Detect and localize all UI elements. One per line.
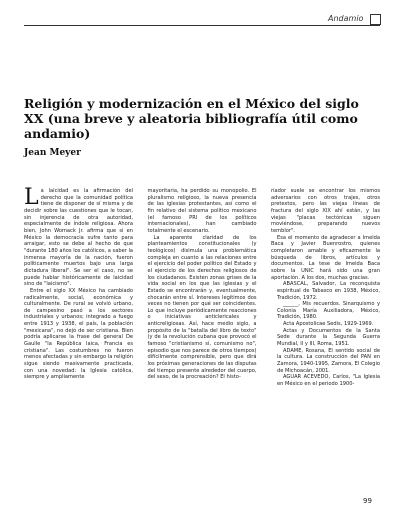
paragraph (24, 185, 133, 288)
bibliography-entry: ABASCAL, Salvador, La reconquista espiritual de Tabasco en 1938, México, Tradición, 1972. (277, 281, 380, 301)
body-columns (24, 185, 380, 388)
drop-cap: L (24, 185, 39, 210)
paragraph: riador suele se encontrar los mismos adversarios con otros trajes, otros pretextos, pero las viejas líneas de fractura del siglo XIX ahí están, y las viejas "placas tectónicas siguen moviéndose, preparando nuevos temblor". (271, 188, 380, 234)
paragraph-text: a laicidad es la afirmación del derecho que la comunidad política tiene de disponer de sí misma y de decidir sobre las cuestiones que le tocan, sin injerencia de otra autoridad, especialmente de índole religiosa. Ahora bien, John Womack Jr. afirma que si en México la democracia sufre tanto para arraigar, esto se debe al hecho de que "durante 180 años los católicos, a saber la inmensa mayoría de la nación, fueron políticamente muertos bajo una larga dictadura liberal". Se ser el caso, no se puede hablar históricamente de laicidad sino de "laicismo". (24, 188, 133, 288)
page-number: 99 (363, 497, 372, 505)
article-title: Religión y modernización en el México del siglo XX (una breve y aleatoria bibliografía útil como andamio) (24, 96, 359, 141)
bibliography-entry: ______, Mis recuerdos. Sinarquismo y Colonia María Auxiliadora, México, Tradición, 1980. (277, 301, 380, 321)
header-rule (24, 25, 380, 26)
paragraph: Esa el momento de agradecer a Imelda Baca y Javier Buenrostro, quienes completaron amable y eficazmente la búsqueda de libros, artículos y documentos. La tese de Imelda Baca sobre la UNIC hará sido una gran aportación. A los dos, muchas gracias. (271, 234, 380, 281)
column-3 (271, 188, 380, 388)
running-header-box (370, 14, 381, 25)
article-author: Jean Meyer (24, 148, 81, 158)
paragraph: Entre el siglo XX México ha cambiado radicalmente, social, económica y culturalmente. De rural se volvió urbano, de campesino pasó a los sectores industriales y urbanos; integrado a fuego entre 1913 y 1938, el país, la población "mexicana", no dejó de ser cristiana. Bien podría aplicarse la frase del general De Gaulle "la República laica, Francia es cristiana". Las costumbres no fueron menos afectadas y sin embargo la religión sigue siendo masivamente practicada, con una novedad: la Iglesia católica, siempre y ampliamente (24, 287, 133, 381)
bibliography-entry: Acta Apostolicae Sedis, 1929-1969. (283, 321, 374, 328)
bibliography-entry: ADAME, Rosana, El sentido social de la cultura. La construcción del PAN en Zamora, 1940-1995, Zamora, El Colegio de Michoacán, 2001. (277, 347, 380, 374)
paragraph: La aparente claridad de los planteamientos constitucionales (y teológicos) disimula una problemática compleja en cuanto a las relaciones entre el ejercicio del poder político del Estado y el ejercicio de los derechos religiosos de los ciudadanos. Existen zonas grises de la vida social en los que las iglesias y el Estado se encontrarán y, eventualmente, chocarán entre sí. Intereses legítimos dos veces no tienen por qué ser coincidentes. Lo que incluye periódicamente reacciones o iniciativas anticlericales y anticreligiosas. Así, hace medio siglo, a propósito de la "batalla del libro de texto" (y de la revolución cubana que provocó el famoso "cristianismo sí, comunismo no", episodio que nos parece de otros tiempos) difícilmente comprensible, pero que dirá los próximas generaciones de las disputas del tiempo presente alrededor del cuerpo, del sexo, de la procreación? El histo- (147, 234, 257, 381)
running-header-title: Andamio (328, 14, 364, 23)
column-2 (148, 188, 257, 388)
paragraph: mayoritaria, ha perdido su monopolio. El pluralismo religioso, la nueva presencia de las iglesias protestantes, así como el fin relativo del sistema político mexicano (el famoso PRI de los políticos internacionales), han cambiado totalmente el escenario. (147, 188, 257, 234)
bibliography-entry: AGUAR ACEVEDO, Carlos, "La Iglesia en México en el periodo 1900- (277, 374, 380, 388)
bibliography-entry: Actas y Documentos de la Santa Sede durante la Segunda Guerra Mundial, II y III, Roma, 1951. (277, 327, 380, 348)
column-1 (24, 185, 133, 388)
